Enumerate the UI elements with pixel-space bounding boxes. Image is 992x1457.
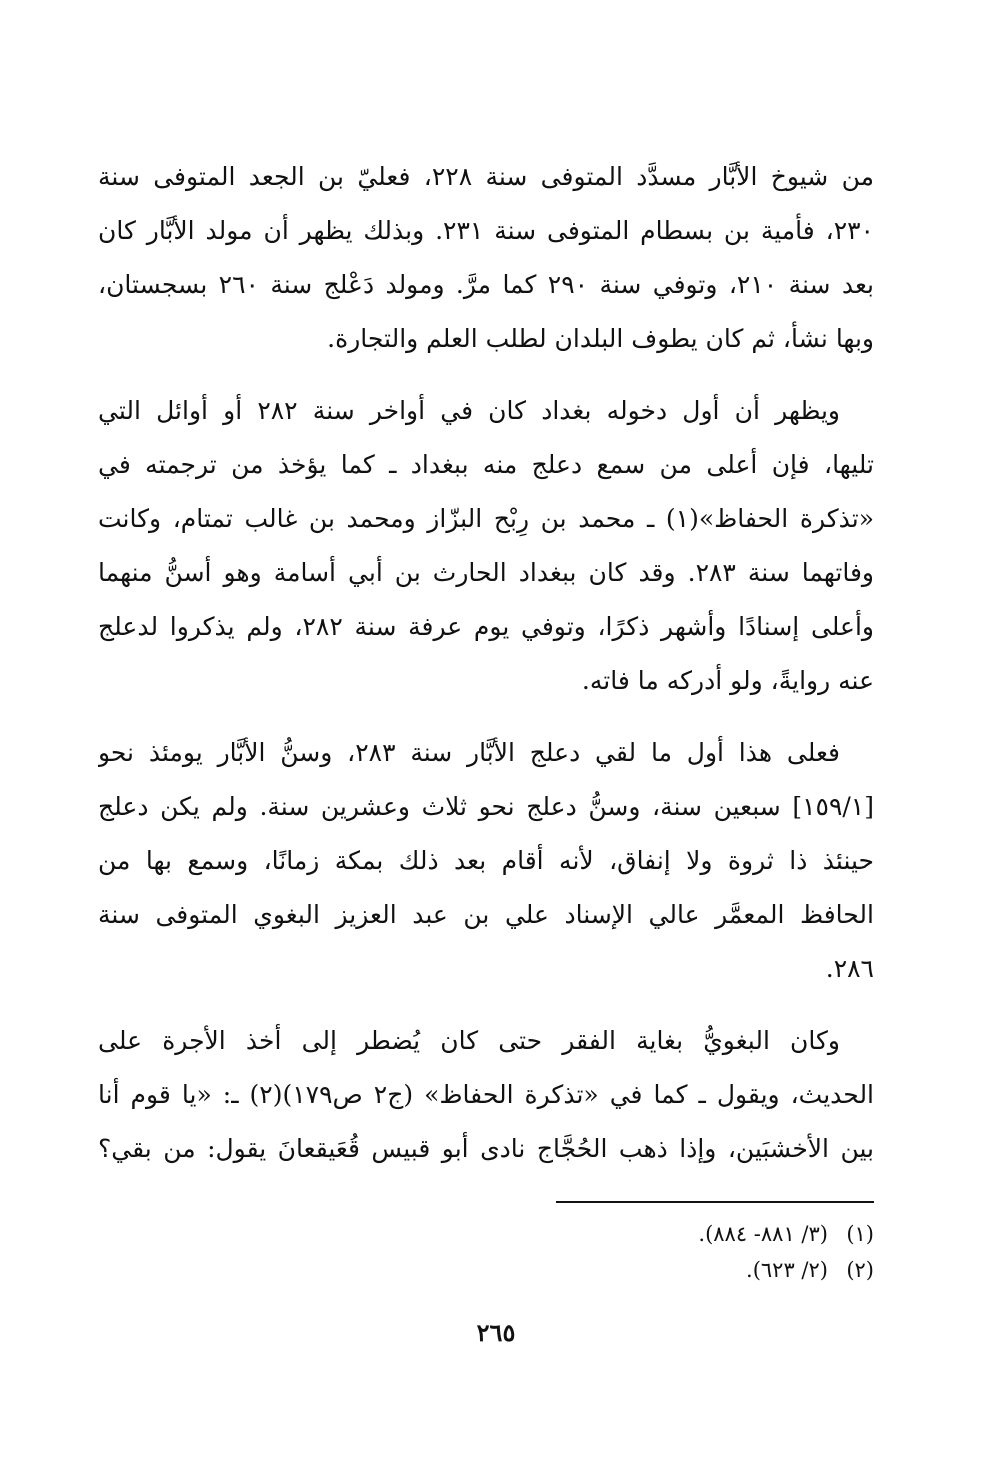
text-line: فعلى هذا أول ما لقي دعلج الأبَّار سنة ٢٨٣، وسنُّ الأبَّار يومئذ نحو (98, 738, 840, 767)
footnote-separator (556, 1201, 874, 1203)
text-line: عنه روايةً، ولو أدركه ما فاته. (581, 666, 874, 695)
footnote-text: (٣/ ٨٨١- ٨٨٤). (698, 1222, 828, 1246)
text-line: تليها، فإن أعلى من سمع دعلج منه ببغداد ـ كما يؤخذ من ترجمته في (98, 450, 874, 479)
footnote-1 (98, 1216, 874, 1252)
footnote-number: (٢) (846, 1258, 874, 1282)
text-line: الحديث، ويقول ـ كما في «تذكرة الحفاظ» (ج٢ ص١٧٩)(٢) ـ: «يا قوم أنا (98, 1080, 874, 1109)
footnote-2 (98, 1252, 874, 1288)
paragraph-4 (98, 1014, 874, 1176)
text-line: حينئذ ذا ثروة ولا إنفاق، لأنه أقام بعد ذلك بمكة زمانًا، وسمع بها من (98, 846, 874, 875)
footnotes (98, 1216, 874, 1288)
paragraph-1 (98, 150, 874, 366)
text-line: الحافظ المعمَّر عالي الإسناد علي بن عبد العزيز البغوي المتوفى سنة (98, 900, 874, 929)
body-text (98, 150, 874, 1194)
text-line: ٢٨٦. (825, 954, 874, 983)
text-line: بين الأخشبَين، وإذا ذهب الحُجَّاج نادى أبو قبيس قُعَيقعانَ يقول: من بقي؟ (98, 1134, 874, 1163)
page-number: ٢٦٥ (476, 1318, 516, 1347)
footnote-number: (١) (846, 1222, 874, 1246)
footnote-text: (٢/ ٦٢٣). (746, 1258, 828, 1282)
paragraph-3 (98, 726, 874, 996)
text-line: وبها نشأ، ثم كان يطوف البلدان لطلب العلم والتجارة. (327, 324, 874, 353)
paragraph-2 (98, 384, 874, 708)
text-line: «تذكرة الحفاظ»(١) ـ محمد بن رِبْح البزّاز ومحمد بن غالب تمتام، وكانت (98, 504, 874, 533)
text-line: ٢٣٠، فأمية بن بسطام المتوفى سنة ٢٣١. وبذلك يظهر أن مولد الأبَّار كان (98, 216, 874, 245)
text-line: بعد سنة ٢١٠، وتوفي سنة ٢٩٠ كما مرَّ. ومولد دَعْلج سنة ٢٦٠ بسجستان، (98, 270, 874, 299)
text-line: وكان البغويُّ بغاية الفقر حتى كان يُضطر إلى أخذ الأجرة على (98, 1026, 840, 1055)
text-line: ويظهر أن أول دخوله بغداد كان في أواخر سنة ٢٨٢ أو أوائل التي (98, 396, 840, 425)
text-line: [١٥٩/١] سبعين سنة، وسنُّ دعلج نحو ثلاث وعشرين سنة. ولم يكن دعلج (98, 792, 874, 821)
text-line: وفاتهما سنة ٢٨٣. وقد كان ببغداد الحارث بن أبي أسامة وهو أسنُّ منهما (98, 558, 874, 587)
text-line: وأعلى إسنادًا وأشهر ذكرًا، وتوفي يوم عرفة سنة ٢٨٢، ولم يذكروا لدعلج (98, 612, 874, 641)
text-line: من شيوخ الأبَّار مسدَّد المتوفى سنة ٢٢٨، فعليّ بن الجعد المتوفى سنة (98, 162, 874, 191)
